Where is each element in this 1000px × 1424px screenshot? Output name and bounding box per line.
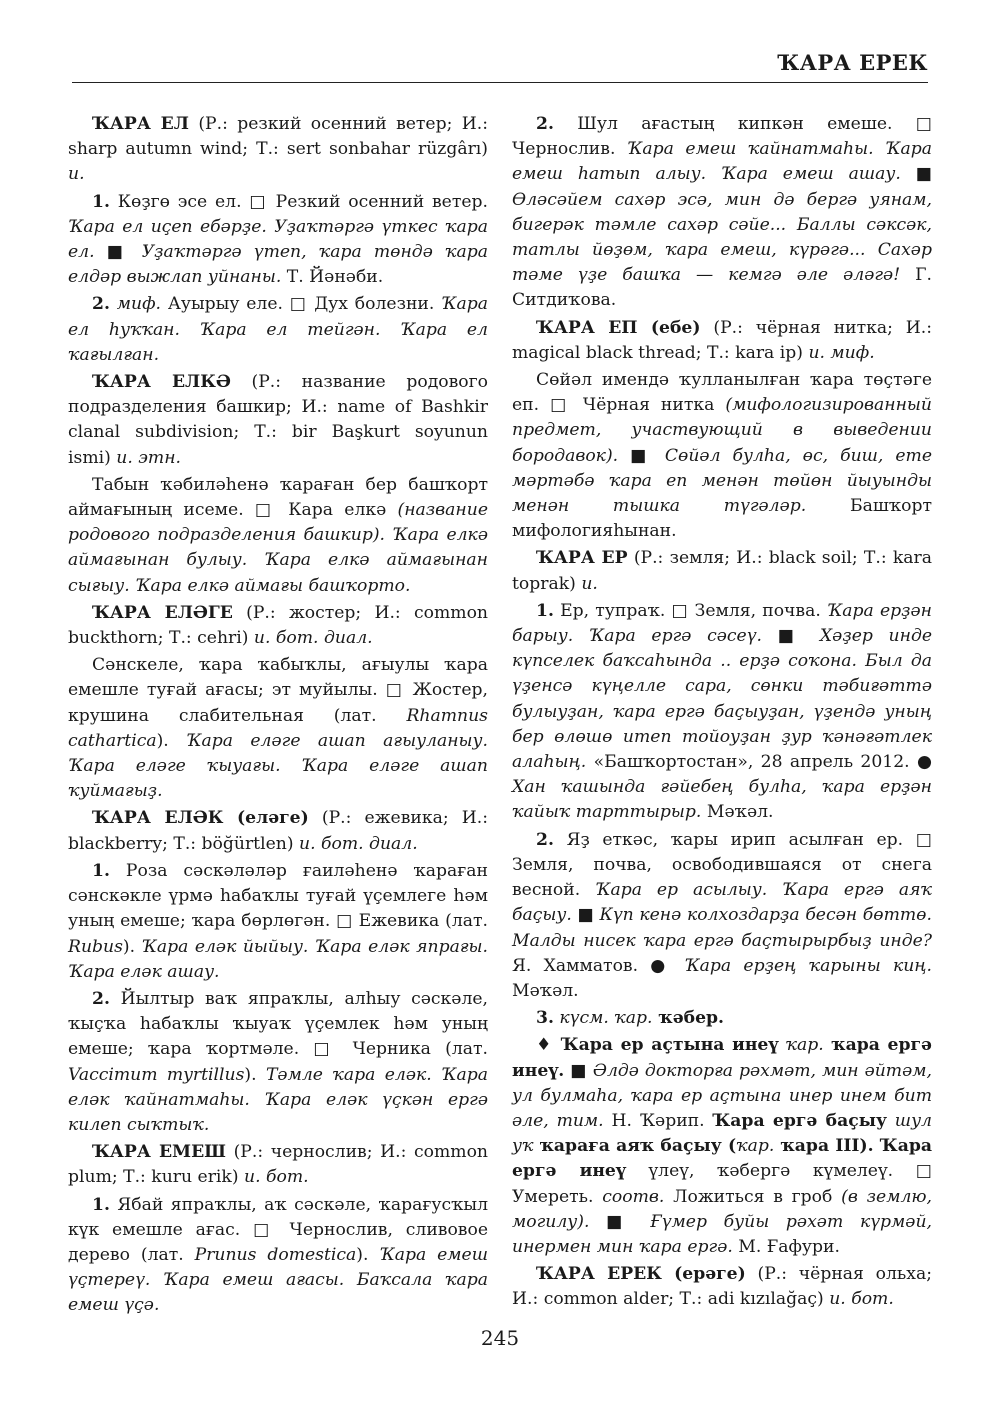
- bold-run: ҠАРА ЕЛӘК (еләге): [92, 808, 309, 829]
- italic-run: и. бот.: [244, 1167, 309, 1188]
- italic-run: Ҡара ер асылыу. Ҡара ергә аяҡ баҫыу.: [512, 880, 932, 926]
- text-run: Я. Хамматов. ●: [512, 955, 685, 976]
- dictionary-entry-head: [68, 1140, 488, 1190]
- bold-run: Ҡара ергә баҫыу: [712, 1110, 887, 1131]
- italic-run: Сөйәл булһа, өс, биш, ете мәртәбә ҡара еп менән төйөн йыуынды менән тышка түгәләр.: [512, 445, 933, 517]
- italic-run: Vaccimum myrtillus: [68, 1064, 245, 1085]
- dictionary-sense: [68, 190, 488, 291]
- text-run: Т. Йәнәби.: [281, 267, 384, 288]
- text-run: Йылтыр ваҡ япраҡлы, алһыу сәскәле, ҡыҫҡа һабаҡлы ҡыуаҡ үҫемлек һәм уның емеше; ҡара ҡортмәле. □ Черника (лат.: [68, 988, 488, 1060]
- italic-run: Ҡара ерҙән барыу. Ҡара ергә сәсеү.: [512, 600, 932, 647]
- italic-run: ҡар.: [778, 1035, 824, 1056]
- italic-run: Ҡара еләк йыйыу. Ҡара еләк япрағы. Ҡара еләк ашау.: [68, 936, 488, 982]
- text-run: (Р.: жостер; И.: common buckthorn; Т.: cehri): [68, 602, 488, 649]
- italic-run: и. бот.: [829, 1289, 894, 1310]
- bold-run: 2.: [92, 988, 110, 1009]
- bold-run: 2.: [536, 829, 554, 850]
- italic-run: Ҡара ел иҫеп ебәрҙе. Уҙаҡтәргә үткес ҡара ел.: [68, 216, 488, 263]
- bold-run: 1.: [92, 191, 110, 212]
- text-run: ■: [762, 626, 820, 647]
- text-run: үлеү, ҡәбергә күмелеү. □ Умереть.: [512, 1161, 933, 1207]
- italic-run: Хан ҡашында ғәйебең булһа, ҡара ерҙән ҡайыҡ тарттырыр.: [512, 777, 932, 823]
- italic-run: и. бот. диал.: [253, 628, 373, 649]
- text-run: ■: [94, 242, 142, 263]
- bold-run: ♦ Ҡара ер аҫтына инеү: [536, 1035, 779, 1056]
- text-run: Г. Ситдиҡова.: [512, 265, 932, 311]
- italic-run: Ғүмер буйы рәхәт күрмәй, инермен мин ҡара ергә.: [512, 1211, 933, 1257]
- text-run: ■: [589, 1211, 651, 1232]
- italic-run: (мифологизированный предмет, участвующий в выведении бородавок).: [512, 395, 932, 466]
- dictionary-sense: [512, 828, 932, 1004]
- bold-run: 1.: [92, 1194, 110, 1215]
- dictionary-sense: [512, 599, 932, 826]
- text-run: М. Ғафури.: [732, 1236, 840, 1257]
- text-run: (Р.: чернослив; И.: common plum; Т.: kuru erik): [68, 1142, 488, 1188]
- italic-run: Уҙаҡтәргә үтеп, ҡара төндә ҡара елдәр выжлап уйнаны.: [68, 242, 488, 288]
- bold-run: (: [721, 1136, 737, 1157]
- italic-run: Ҡара ерҙең ҡарыны киң.: [684, 955, 932, 976]
- bold-run: ҡара ергә инеү.: [512, 1035, 932, 1081]
- italic-run: шул уҡ: [512, 1110, 932, 1157]
- bold-run: ҠАРА ЕРЕК (ерәге): [536, 1264, 746, 1285]
- text-run: Шул ағастың кипкән емеше. □ Чернослив.: [512, 114, 932, 160]
- text-run: ).: [156, 730, 187, 751]
- bold-run: Ҡара ергә инеү: [512, 1136, 932, 1182]
- text-run: Мәҡәл.: [701, 802, 774, 823]
- header-rule: [72, 82, 928, 83]
- text-run: Ложиться в гроб: [664, 1186, 842, 1207]
- text-run: Сәнскеле, ҡара ҡабыҡлы, ағыулы ҡара емешле туғай ағасы; эт муйылы. □ Жостер, крушина слабительная (лат.: [68, 655, 488, 726]
- dictionary-sense: [512, 1006, 932, 1031]
- text-run: Н. Ҡәрип.: [603, 1110, 713, 1131]
- bold-run: ҡәбер.: [652, 1008, 725, 1029]
- dictionary-entry-head: [512, 316, 932, 366]
- italic-run: Ҡара еләге ашап ағыуланыу. Ҡара еләге ҡыуағы. Ҡара еләге ашап ҡуймағыҙ.: [68, 730, 488, 802]
- text-run: ■: [564, 1060, 593, 1081]
- dictionary-entry-head: [512, 546, 932, 596]
- dictionary-sense: [512, 112, 932, 314]
- text-run: (Р.: резкий осенний ветер; И.: sharp autumn wind; Т.: sert sonbahar rüzgârı): [68, 114, 488, 160]
- italic-run: Rhamnus cathartica: [68, 705, 488, 751]
- text-run: Ауырыу еле. □ Дух болезни.: [161, 294, 442, 315]
- italic-run: Rubus: [68, 936, 123, 957]
- text-run: Яҙ еткәс, ҡары ирип асылған ер. □ Земля, почва, освободившаяся от снега весной.: [512, 829, 932, 901]
- italic-run: (название родового подразделения башкир). Ҡара елкә аймағынан булыу. Ҡара елкә аймағынан сығыу. Ҡара елкә аймағы башҡорто.: [68, 500, 488, 596]
- text-run: Башҡорт мифологияһынан.: [512, 496, 932, 542]
- italic-run: Өләсәйем сахәр эсә, мин дә бергә уянам, бигерәк тәмле сахәр сәйе... Баллы сәксәк, татлы йөҙөм, ҡара емеш, күрәгә... Сахәр тәме үҙе башҡа — кемгә әле әләгә!: [512, 189, 932, 286]
- text-run: ■: [571, 905, 600, 926]
- text-run: Ябай япраҡлы, аҡ сәскәле, ҡарағусҡыл күк емешле ағас. □ Чернослив, сливовое дерево (лат.: [68, 1194, 488, 1265]
- italic-run: и. бот. диал.: [299, 833, 418, 854]
- italic-run: күсм. ҡар.: [553, 1008, 653, 1029]
- italic-run: (в землю, могилу).: [512, 1186, 932, 1232]
- italic-run: Ҡара емеш ҡайнатмаһы. Ҡара емеш һатып алыу. Ҡара емеш ашау.: [512, 139, 932, 185]
- italic-run: миф.: [109, 294, 162, 315]
- italic-run: ҡар.: [736, 1136, 775, 1157]
- text-run: ).: [244, 1064, 266, 1085]
- dictionary-entry-head: [68, 370, 488, 471]
- dictionary-sense: [512, 368, 932, 544]
- bold-run: 1.: [536, 600, 554, 621]
- bold-run: ҠАРА ЕЛ: [92, 114, 189, 134]
- text-run: Ер, тупраҡ. □ Земля, почва.: [553, 600, 827, 621]
- left-column: [68, 112, 488, 1319]
- italic-run: соотв.: [602, 1186, 665, 1207]
- text-run: Роза сәскәләләр ғаиләһенә ҡараған сәнскәкле үрмә һабаҡлы туғай үҫемлеге һәм уның емеше; ҡара бөрлөгән. □ Ежевика (лат.: [68, 860, 488, 932]
- text-run: (Р.: название родового подразделения башкир; И.: name of Bashkir clanal subdivision; Т.: bir Başkurt soyunun ismi): [68, 372, 489, 468]
- text-run: Сөйәл имендә ҡулланылған ҡара төҫтәге еп. □ Чёрная нитка: [512, 370, 932, 416]
- italic-run: и.: [68, 164, 85, 185]
- bold-run: 2.: [536, 114, 554, 134]
- dictionary-sense: [68, 473, 488, 599]
- text-run: Табын ҡәбиләһенә ҡараған бер башҡорт аймағының исеме. □ Кара елкә: [68, 474, 488, 521]
- text-run: (Р.: ежевика; И.: blackberry; Т.: böğürtlen): [68, 808, 488, 854]
- dictionary-sense: [68, 1193, 488, 1319]
- dictionary-sense: [68, 987, 488, 1138]
- bold-run: 1.: [92, 860, 110, 881]
- dictionary-sense: [512, 1033, 932, 1260]
- dictionary-entry-head: [68, 806, 488, 856]
- text-run: Көҙгө эсе ел. □ Резкий осенний ветер.: [109, 191, 488, 212]
- dictionary-entry-head: [68, 112, 488, 188]
- bold-run: 3.: [536, 1008, 554, 1029]
- text-run: ■: [618, 445, 665, 466]
- dictionary-sense: [68, 653, 488, 804]
- bold-run: ҠАРА ЕЛӘГЕ: [92, 602, 233, 623]
- italic-run: Ҡара емеш үҫтереү. Ҡара емеш ағасы. Баҡсала ҡара емеш үҫә.: [68, 1244, 488, 1316]
- bold-run: ҠАРА ЕР: [536, 548, 628, 569]
- italic-run: Prunus domestica: [194, 1244, 357, 1265]
- text-run: ).: [122, 936, 142, 957]
- italic-run: и. этн.: [116, 447, 181, 468]
- bold-run: 2.: [92, 294, 110, 315]
- dictionary-entry-head: [68, 601, 488, 651]
- text-run: (Р.: земля; И.: black soil; Т.: kara toprak): [512, 548, 933, 594]
- right-column: [512, 112, 932, 1313]
- text-run: ■: [900, 164, 932, 185]
- italic-run: Әлдә докторға рәхмәт, мин әйтәм, ул булмаһа, ҡара ер аҫтына инер инем бит әле, тим.: [512, 1060, 932, 1131]
- italic-run: и. миф.: [808, 342, 875, 363]
- italic-run: Күп кенә колхоздарҙа бесән бөттө. Малды нисек ҡара ергә баҫтырырбыҙ инде?: [512, 905, 932, 951]
- italic-run: Хәҙер инде күпселек баҡсаһында .. ерҙә соҡона. Был да үҙенсә күңелле сара, сөнки тәбиғәттә булыуҙан, ҡара ергә баҫыуҙан, үҙендә уның бер өлөшө итеп тойоуҙан ҙур ҡәнәғәтлек алаһың.: [512, 626, 933, 773]
- text-run: ).: [356, 1244, 380, 1265]
- text-run: (Р.: чёрная нитка; И.: magical black thread; Т.: kara ip): [512, 317, 933, 363]
- bold-run: ҡара III).: [774, 1136, 874, 1157]
- text-run: «Башҡортостан», 28 апрель 2012. ●: [586, 752, 932, 773]
- text-run: (Р.: чёрная ольха; И.: common alder; Т.: adi kızılağaç): [512, 1264, 932, 1310]
- bold-run: ҠАРА ЕЛКӘ: [92, 372, 231, 393]
- bold-run: ҠАРА ЕП (ебе): [536, 317, 701, 338]
- italic-run: и.: [581, 573, 598, 594]
- dictionary-sense: [68, 292, 488, 368]
- text-run: Мәҡәл.: [512, 980, 579, 1001]
- page-number: 245: [480, 1326, 520, 1350]
- dictionary-entry-head: [512, 1262, 932, 1312]
- running-head: ҠАРА ЕРЕК: [777, 50, 928, 75]
- bold-run: ҡараға аяҡ баҫыу: [533, 1136, 722, 1157]
- dictionary-sense: [68, 859, 488, 985]
- italic-run: Тәмле ҡара еләк. Ҡара еләк ҡайнатмаһы. Ҡара еләк үҫкән ергә килеп сыҡтыҡ.: [68, 1064, 488, 1135]
- italic-run: Ҡара ел һуҡҡан. Ҡара ел тейгән. Ҡара ел ҡағылған.: [68, 294, 488, 365]
- bold-run: ҠАРА ЕМЕШ: [92, 1142, 226, 1163]
